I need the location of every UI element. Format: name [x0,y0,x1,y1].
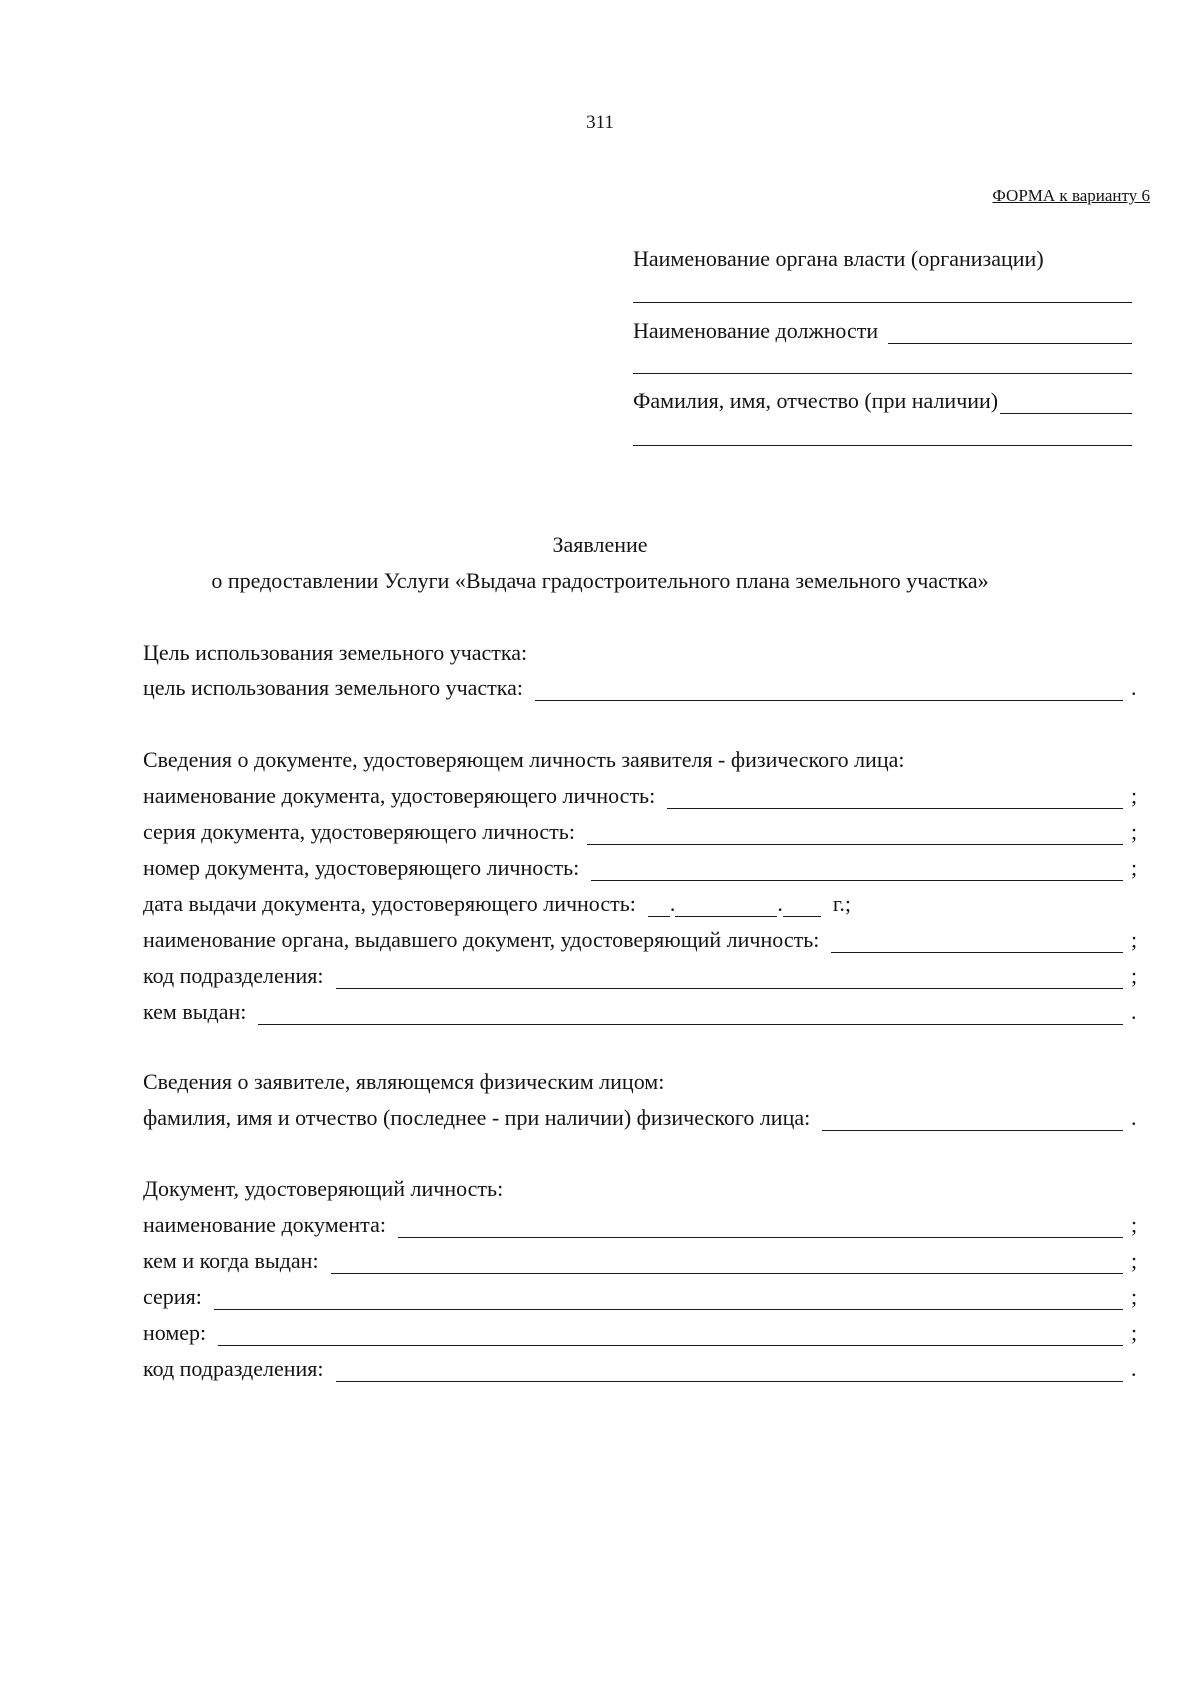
applicant-heading: Сведения о заявителе, являющемся физическим лицом: [143,1069,665,1094]
text-input-line[interactable] [398,1219,1123,1238]
field-terminator: . [1131,1356,1137,1381]
purpose-heading: Цель использования земельного участка: [143,640,528,665]
identity-doc-division-code-field [143,963,1141,989]
identity-doc-heading: Сведения о документе, удостоверяющем личность заявителя - физического лица: [143,747,905,772]
addressee-fio-field-2[interactable] [633,445,1132,446]
field-label: фамилия, имя и отчество (последнее - при наличии) физического лица: [143,1105,811,1130]
page-number: 311 [586,112,614,133]
addressee-position-label: Наименование должности [633,318,879,343]
text-input-line[interactable] [336,970,1123,989]
field-label: номер документа, удостоверяющего личность: [143,855,580,880]
field-terminator: ; [1131,819,1138,844]
text-input-line[interactable] [331,1255,1123,1274]
identity-doc-issued-by-field [143,999,1141,1025]
field-label: код подразделения: [143,1356,324,1381]
field-terminator: . [1131,999,1137,1024]
date-suffix: г.; [832,891,852,916]
field-terminator: . [1131,675,1137,700]
addressee-fio [633,388,1132,414]
field-label: код подразделения: [143,963,324,988]
addressee-fio-label: Фамилия, имя, отчество (при наличии) [633,388,999,413]
document-series-field [143,1284,1141,1310]
field-terminator: ; [1131,1284,1138,1309]
date-day-input[interactable] [648,898,670,917]
addressee-position-field[interactable] [888,323,1132,344]
text-input-line[interactable] [831,934,1123,953]
applicant-fio-field [143,1105,1141,1131]
text-input-line[interactable] [822,1112,1123,1131]
field-terminator: ; [1131,1248,1138,1273]
addressee-organ-field[interactable] [633,302,1132,303]
field-label: наименование документа: [143,1212,386,1237]
document-heading: Документ, удостоверяющий личность: [143,1176,504,1201]
document-issued-field [143,1248,1141,1274]
field-label: цель использования земельного участка: [143,675,524,700]
document-division-code-field [143,1356,1141,1382]
date-separator: . [777,891,783,916]
field-label: наименование органа, выдавшего документ, удостоверяющий личность: [143,927,820,952]
date-month-input[interactable] [675,898,777,917]
purpose-field [143,675,1141,701]
field-label: серия: [143,1284,202,1309]
document-name-field [143,1212,1141,1238]
field-label: серия документа, удостоверяющего личность: [143,819,575,844]
field-terminator: ; [1131,1212,1138,1237]
field-terminator: ; [1131,783,1138,808]
field-label: наименование документа, удостоверяющего личность: [143,783,656,808]
identity-doc-number-field [143,855,1141,881]
text-input-line[interactable] [587,826,1123,845]
text-input-line[interactable] [336,1363,1123,1382]
field-terminator: ; [1131,963,1138,988]
identity-doc-series-field [143,819,1141,845]
addressee-organ-label: Наименование органа власти (организации) [633,246,1044,271]
field-terminator: ; [1131,927,1138,952]
field-label: дата выдачи документа, удостоверяющего личность: [143,891,636,916]
text-input-line[interactable] [667,790,1123,809]
identity-doc-issuer-field [143,927,1141,953]
text-input-line[interactable] [214,1291,1123,1310]
document-number-field [143,1320,1141,1346]
document-subtitle: о предоставлении Услуги «Выдача градостроительного плана земельного участка» [211,568,989,593]
addressee-organ [633,246,1132,272]
text-input-line[interactable] [218,1327,1123,1346]
addressee-position-field-2[interactable] [633,373,1132,374]
identity-doc-date-field [143,891,851,917]
field-terminator: ; [1131,855,1138,880]
text-input-line[interactable] [258,1006,1123,1025]
text-input-line[interactable] [591,862,1123,881]
identity-doc-name-field [143,783,1141,809]
date-separator: . [669,891,676,916]
field-label: кем выдан: [143,999,247,1024]
document-title: Заявление [552,532,648,557]
field-terminator: . [1131,1105,1137,1130]
field-terminator: ; [1131,1320,1138,1345]
field-label: кем и когда выдан: [143,1248,319,1273]
addressee-fio-field[interactable] [1000,393,1132,414]
addressee-position [633,318,1132,344]
date-year-input[interactable] [783,898,821,917]
text-input-line[interactable] [535,682,1123,701]
field-label: номер: [143,1320,207,1345]
form-label: ФОРМА к варианту 6 [992,186,1150,205]
